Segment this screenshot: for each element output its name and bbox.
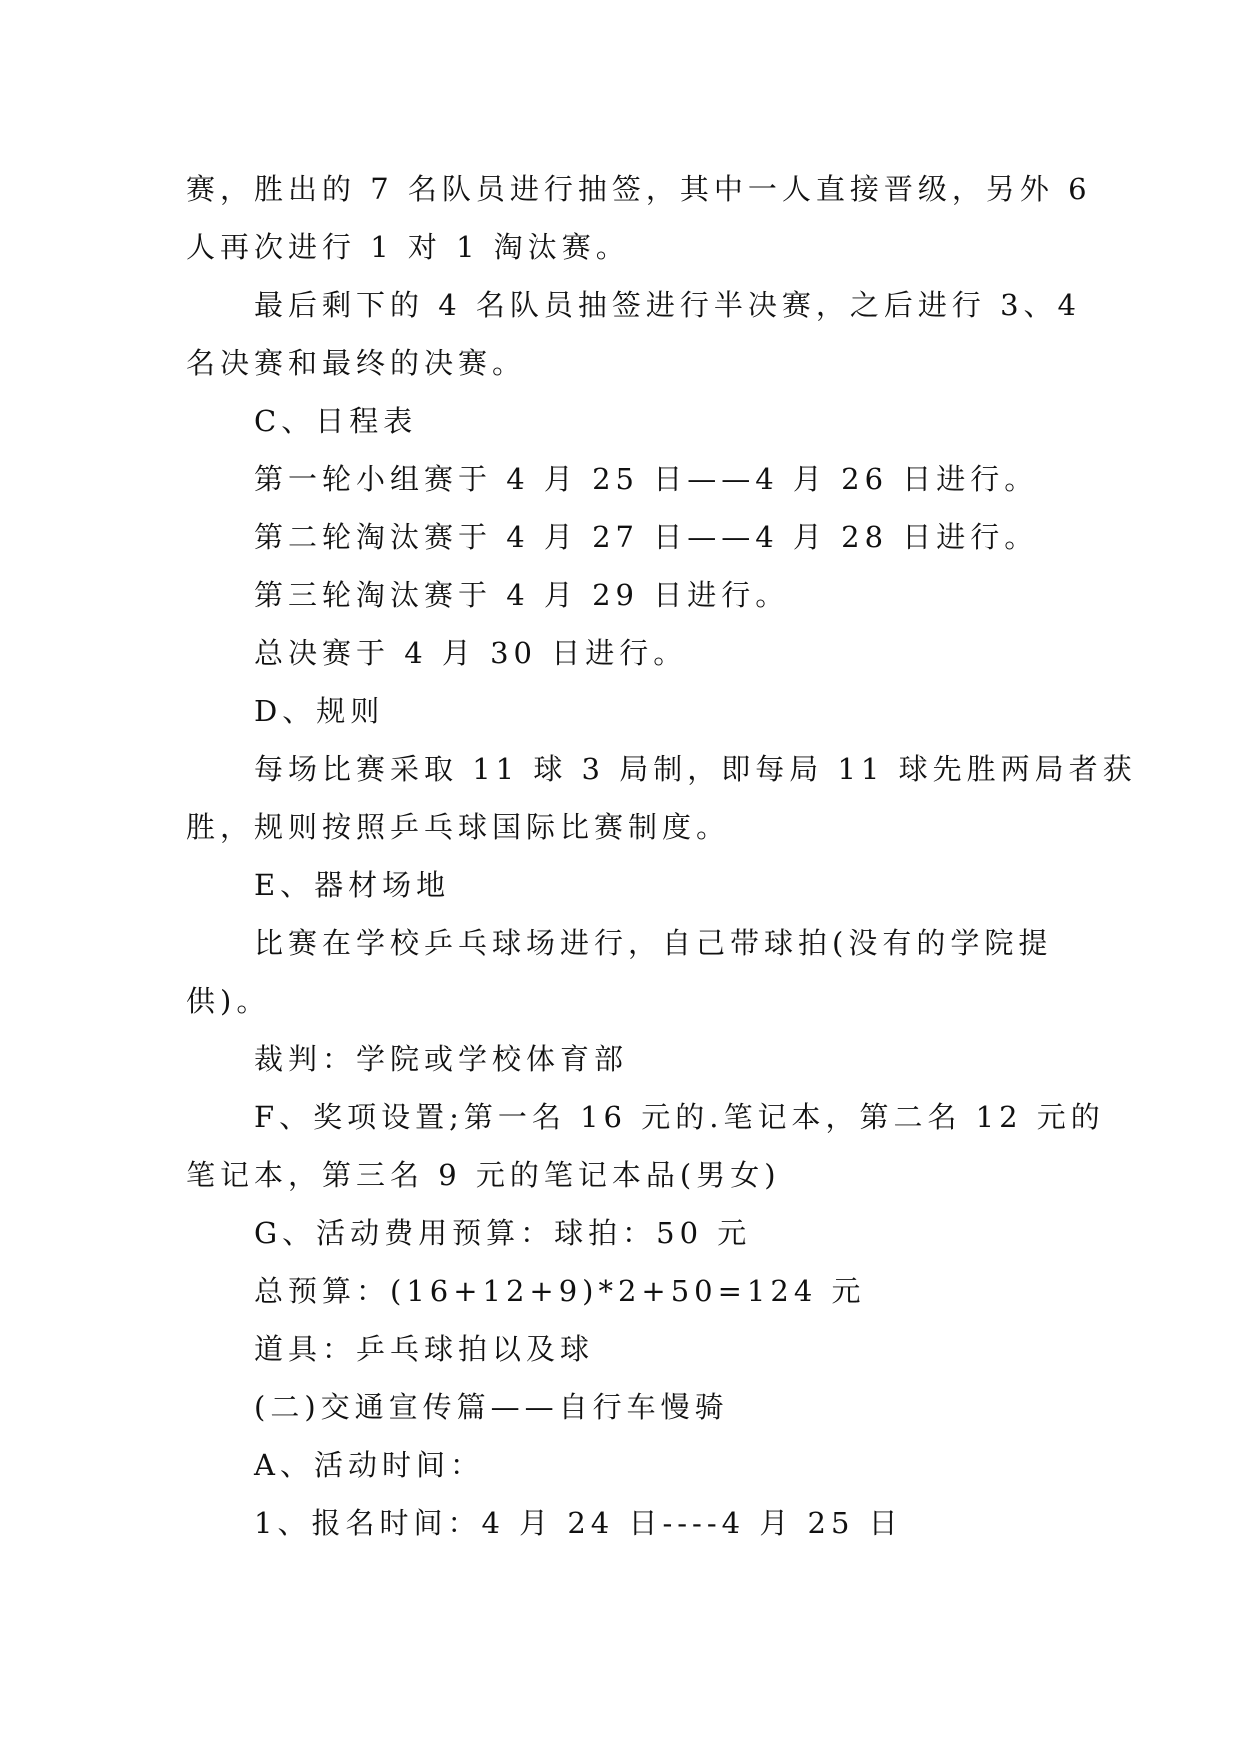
text-line: 总预算：(16+12+9)*2+50=124 元 [254, 1274, 866, 1308]
text-line: 裁判：学院或学校体育部 [254, 1042, 629, 1076]
section-heading: G、活动费用预算：球拍：50 元 [254, 1216, 752, 1250]
text-line: 总决赛于 4 月 30 日进行。 [254, 636, 688, 670]
text-line: 第二轮淘汰赛于 4 月 27 日——4 月 28 日进行。 [254, 520, 1039, 554]
section-heading: A、活动时间： [254, 1448, 484, 1482]
text-line: 道具：乒乓球拍以及球 [254, 1332, 595, 1366]
text-line: 人再次进行 1 对 1 淘汰赛。 [186, 230, 630, 264]
text-line: 供)。 [186, 984, 271, 1018]
section-heading: C、日程表 [254, 404, 418, 438]
section-heading: D、规则 [254, 694, 385, 728]
text-line: 第三轮淘汰赛于 4 月 29 日进行。 [254, 578, 790, 612]
text-line: 第一轮小组赛于 4 月 25 日——4 月 26 日进行。 [254, 462, 1039, 496]
text-line: 1、报名时间：4 月 24 日----4 月 25 日 [254, 1506, 903, 1540]
section-heading: E、器材场地 [254, 868, 451, 902]
text-line: 赛，胜出的 7 名队员进行抽签，其中一人直接晋级，另外 6 [186, 172, 1092, 206]
text-line: 比赛在学校乒乓球场进行，自己带球拍(没有的学院提 [254, 926, 1053, 960]
text-line: 胜，规则按照乒乓球国际比赛制度。 [186, 810, 731, 844]
text-line: 最后剩下的 4 名队员抽签进行半决赛，之后进行 3、4 [254, 288, 1082, 322]
document-body [186, 160, 1137, 1552]
text-line: 笔记本，第三名 9 元的笔记本品(男女) [186, 1158, 781, 1192]
text-line: 每场比赛采取 11 球 3 局制，即每局 11 球先胜两局者获 [254, 752, 1137, 786]
section-heading: F、奖项设置;第一名 16 元的.笔记本，第二名 12 元的 [254, 1100, 1105, 1134]
text-line: 名决赛和最终的决赛。 [186, 346, 527, 380]
section-heading: (二)交通宣传篇——自行车慢骑 [254, 1390, 729, 1424]
